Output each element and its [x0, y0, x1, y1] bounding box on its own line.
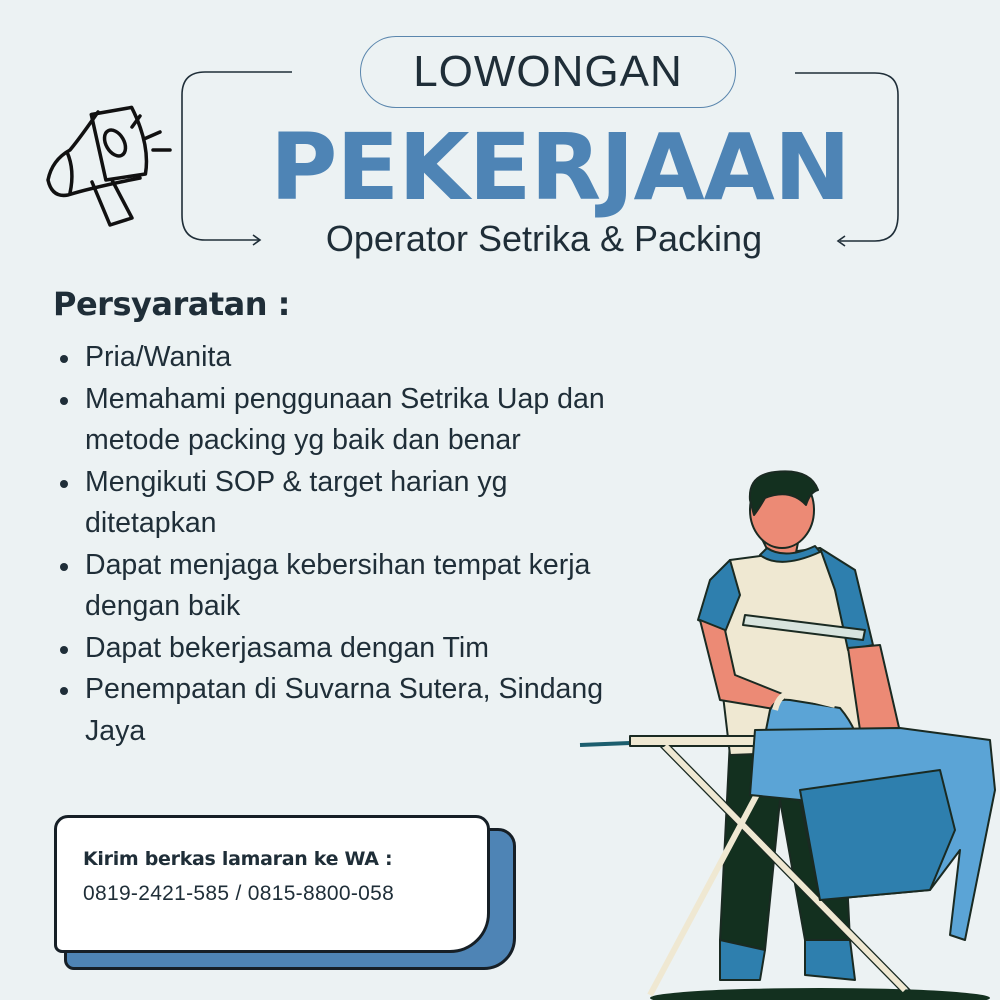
contact-phones[interactable]: 0819-2421-585 / 0815-8800-058 [83, 882, 395, 905]
list-item: Dapat bekerjasama dengan Tim [50, 628, 670, 670]
list-item: Pria/Wanita [50, 337, 670, 379]
list-item: Dapat menjaga kebersihan tempat kerja dengan baik [50, 545, 645, 628]
contact-box [54, 815, 490, 953]
requirements-heading: Persyaratan : [53, 285, 290, 323]
page-title: PEKERJAAN [270, 114, 850, 221]
megaphone-icon [40, 90, 180, 235]
pill-label: LOWONGAN [413, 47, 683, 96]
man-ironing-illustration [570, 470, 1000, 1000]
list-item: Penempatan di Suvarna Sutera, Sindang Jaya [50, 669, 605, 752]
contact-label: Kirim berkas lamaran ke WA : [83, 848, 393, 870]
list-item: Memahami penggunaan Setrika Uap dan metode packing yg baik dan benar [50, 379, 670, 462]
lowongan-pill [360, 36, 736, 108]
list-item: Mengikuti SOP & target harian yg ditetapkan [50, 462, 605, 545]
job-subtitle: Operator Setrika & Packing [325, 218, 763, 259]
